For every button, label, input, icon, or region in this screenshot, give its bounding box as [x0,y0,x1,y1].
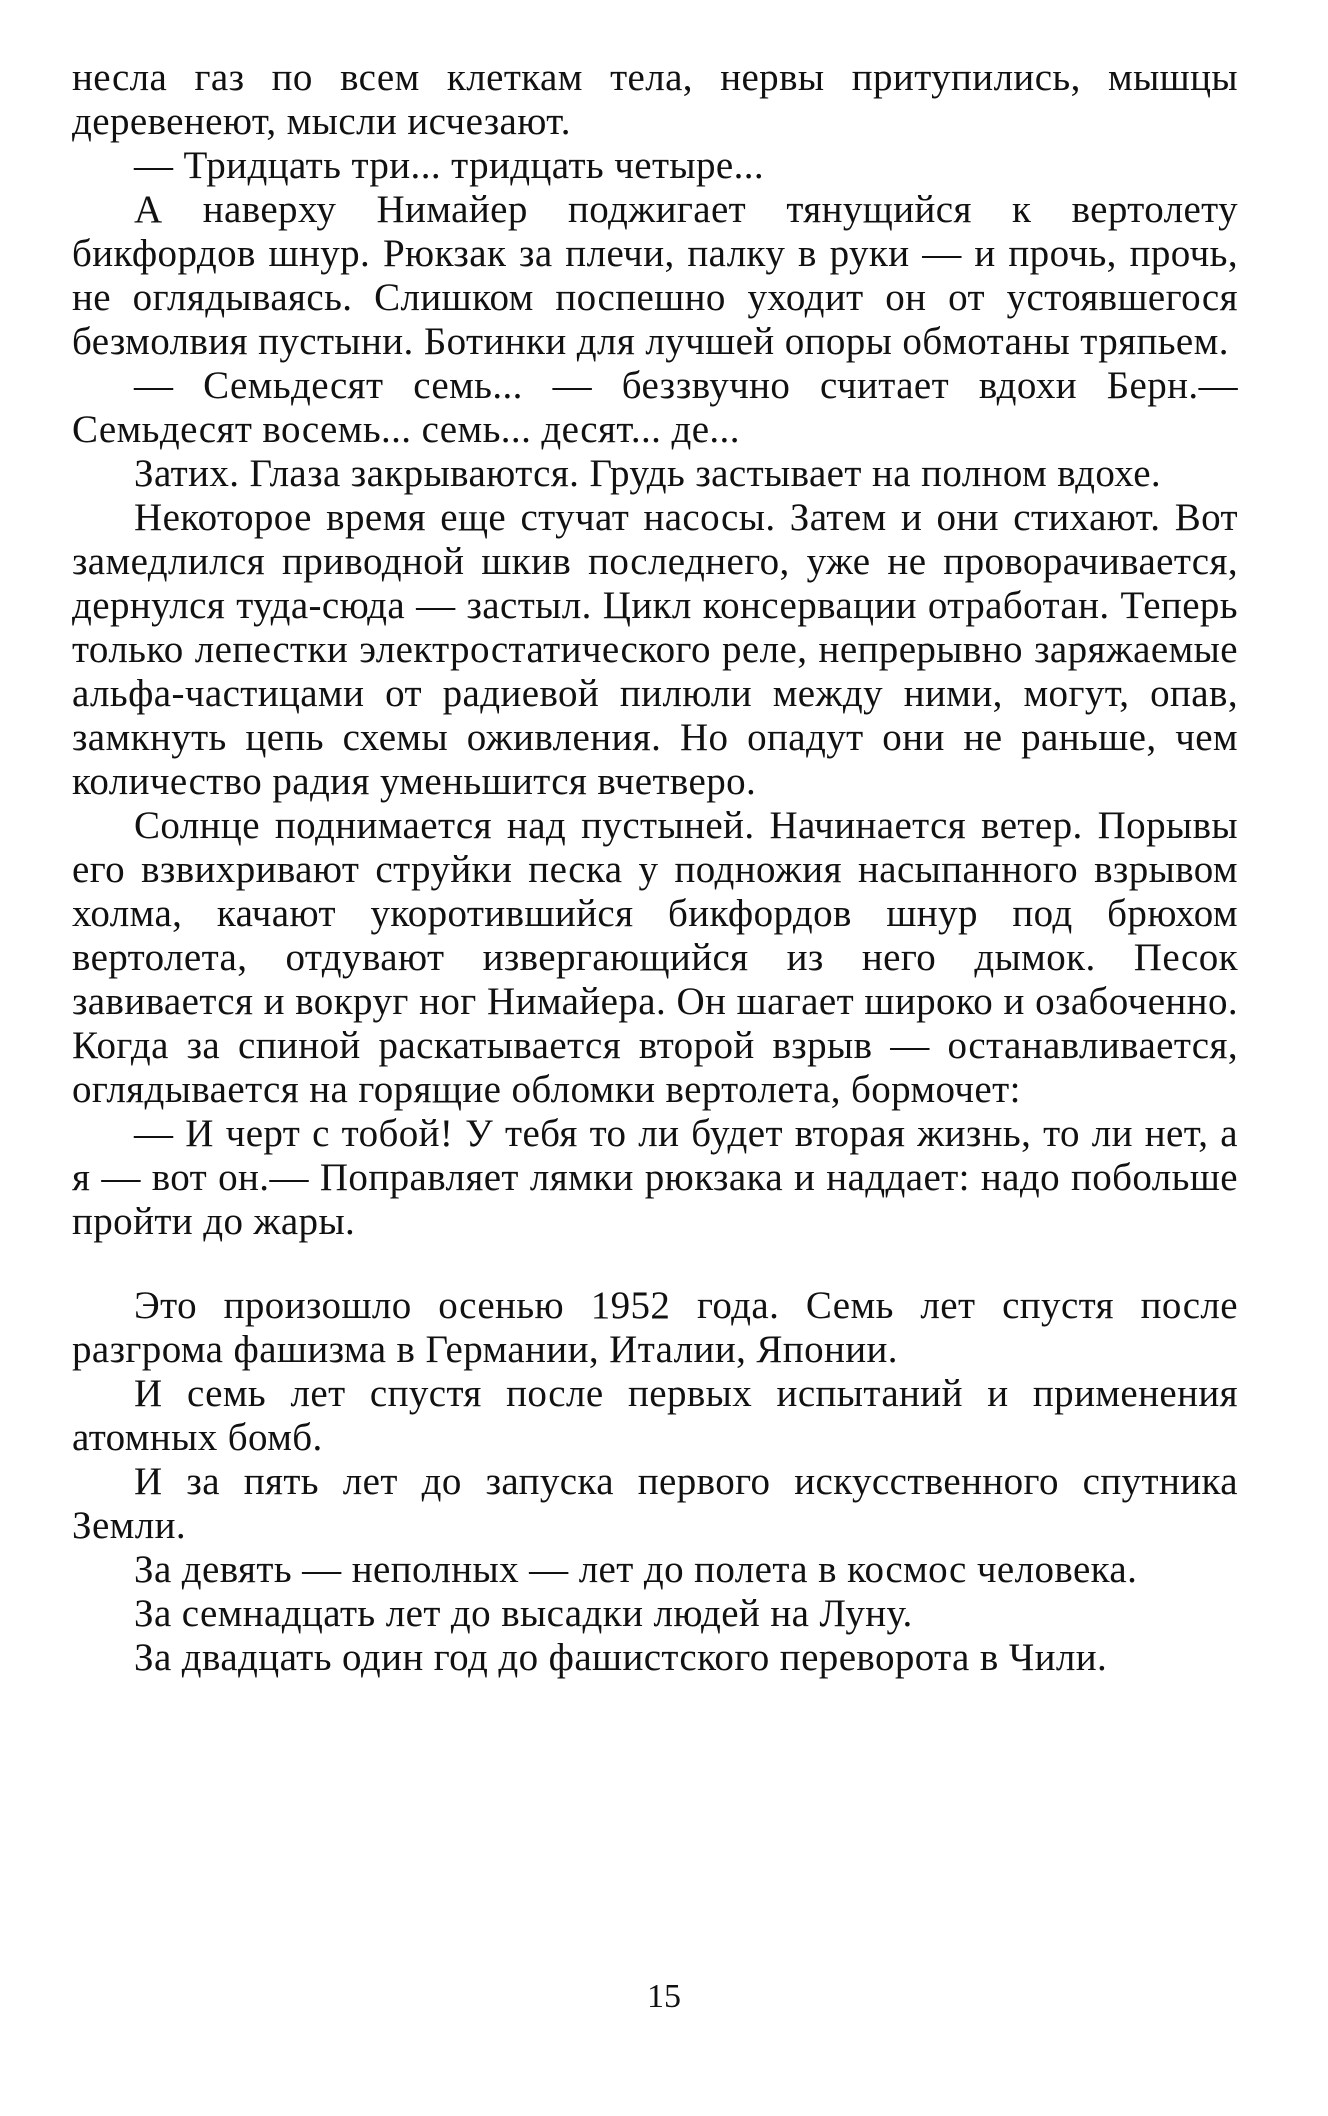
paragraph-dialogue-count: — Тридцать три... тридцать четыре... [134,144,765,187]
paragraph-autumn-1952: Это произошло осенью 1952 года. Семь лет спустя после разгрома фашизма в Германии, Италии, Японии. [72,1284,1238,1371]
paragraph-cosmos: За девять — неполных — лет до полета в космос человека. [134,1548,1138,1591]
paragraph-pumps: Некоторое время еще стучат насосы. Затем и они стихают. Вот замедлился приводной шкив последнего, уже не проворачивается, дернулся туда-сюда — застыл. Цикл консервации отработан. Теперь только лепестки электростатического реле, непрерывно заряжаемые альфа-частицами от радиевой пилюли между ними, могут, опав, замкнуть цепь схемы оживления. Но опадут они не раньше, чем количество радия уменьшится вчетверо. [72,496,1238,803]
paragraph-satellite: И за пять лет до запуска первого искусственного спутника Земли. [72,1460,1238,1547]
paragraph-silence: Затих. Глаза закрываются. Грудь застывает на полном вдохе. [134,452,1162,495]
paragraph-dialogue-bern: — Семьдесят семь... — беззвучно считает вдохи Берн.— Семьдесят восемь... семь... десят... де... [72,364,1238,451]
paragraph-nimayer-leaves: А наверху Нимайер поджигает тянущийся к вертолету бикфордов шнур. Рюкзак за плечи, палку в руки — и прочь, прочь, не оглядываясь. Слишком поспешно уходит он от устоявшегося безмолвия пустыни. Ботинки для лучшей опоры обмотаны тряпьем. [72,188,1238,363]
paragraph-dialogue-nimayer: — И черт с тобой! У тебя то ли будет вторая жизнь, то ли нет, а я — вот он.— Поправляет лямки рюкзака и наддает: надо побольше пройти до жары. [72,1112,1238,1243]
page-body [72,56,1238,1680]
page-number: 15 [647,1978,681,2015]
paragraph-continuation: несла газ по всем клеткам тела, нервы притупились, мышцы деревенеют, мысли исчезают. [72,56,1238,143]
paragraph-moon: За семнадцать лет до высадки людей на Луну. [134,1592,913,1635]
paragraph-chile: За двадцать один год до фашистского переворота в Чили. [134,1636,1108,1679]
paragraph-sunrise: Солнце поднимается над пустыней. Начинается ветер. Порывы его взвихривают струйки песка у подножия насыпанного взрывом холма, качают укоротившийся бикфордов шнур под брюхом вертолета, отдувают извергающийся из него дымок. Песок завивается и вокруг ног Нимайера. Он шагает широко и озабоченно. Когда за спиной раскатывается второй взрыв — останавливается, оглядывается на горящие обломки вертолета, бормочет: [72,804,1238,1111]
paragraph-atomic-bombs: И семь лет спустя после первых испытаний и применения атомных бомб. [72,1372,1238,1459]
section-break [72,1244,1238,1284]
